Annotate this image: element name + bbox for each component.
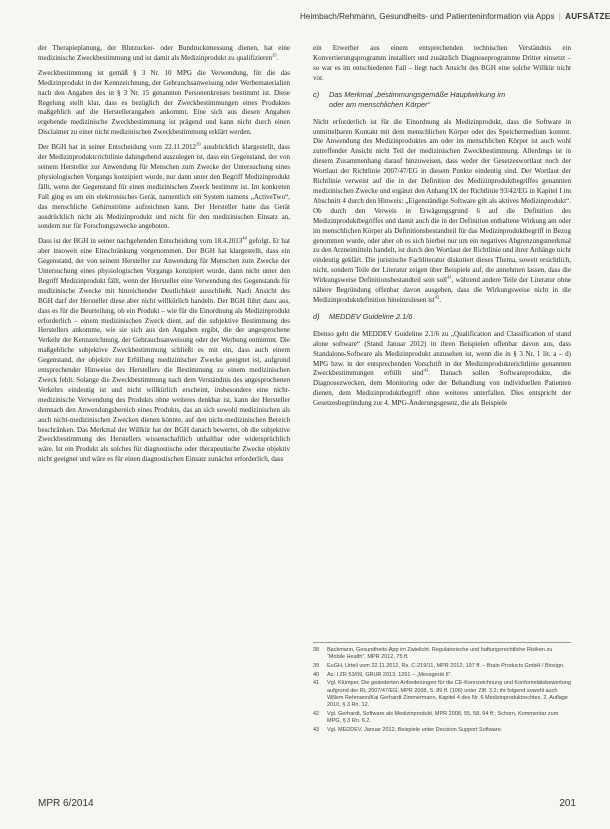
footnote-ref: 41 xyxy=(447,274,452,280)
paragraph: der Therapieplanung, der Blutzucker- oder Bundrucktmessung dienen, hat eine medizinische Zweckbestimmung und ist damit als Medizinprodukt zu qualifizieren$^{35}$. xyxy=(38,44,290,62)
running-header: Heimbach/Rehmann, Gesundheits- und Patienteninformation via Apps | AUFSÄTZE xyxy=(300,12,610,21)
right-column xyxy=(313,44,571,414)
paragraph: Der BGH hat in seiner Entscheidung vom 22.11.2012$^{39}$ ausdrücklich klargestellt, dass der Medizinproduktcrichtlinie dahingehend auszulegen ist, dass ein Gegenstand, der von seinem Hersteller zur Anwendung für Menschen zum Zwecke der Untersuchung eines physiologischen Vorgangs konzipiert wurde, nur dann unter den Begriff Medizinprodukt fällt, wenn der Gegenstand für einen medizinischen Zweck bestimmt ist. Im konkreten Fall ging es um ein elektronisches Gerät, namentlich ein System namens „ActiveTwo“, das menschliche Gehirnströme aufzeichnen kann. Der Hersteller hatte das Gerät ausdrücklich nicht als Medizinprodukt und nicht für den medizinischen Einsatz an, sondern nur für Forschungszwecke angeboten. xyxy=(38,141,290,231)
subheading-c xyxy=(313,90,571,110)
paragraph: Nicht erforderlich ist für die Einordnung als Medizinprodukt, dass die Software in unmittelbaren Kontakt mit dem menschlichen Körper oder des Speichermedium kommt. Die Anwendung des Medizinproduktes am oder im menschlichen Körper ist auch wohl zutreffender Ansicht nicht Teil der medizinischen Zweckbestimmung. Allerdings ist in diesem Zusammenhang darauf hinzuweisen, dass weder der Gesetzeswortlaut noch der Wortlaut der Richtlinie 2007/47/EG in diesem Punkte eindeutig sind. Der Wortlaut der Richtlinie verweist auf die in der Definition des Medizinproduktbegriffes genannten medizinischen Zwecke und ergänzt den Anhang IX der Richtlinie 93/42/EG in Kapitel I im Abschnitt 4 durch den Hinweis: „Eigenständige Software gilt als aktives Medizinprodukt“. Ob durch den Verweis in Erwägungsgrund 6 auf die Definition des Medizinproduktbegriffes und damit auch die in der Definition enthaltene Wirkung am oder im menschlichen Körper als Definitionsbestandteil für das Medizinproduktbegriff in Bezug genommen wurde, oder aber ob es sich hierbei nur um ein negatives Abgrenzungsmerkmal zu den Arzneimitteln handelt, ist durch den Wortlaut der Richtlinie und ihrer Anhänge nicht eindeutig geklärt. Die juristische Fachliteratur diskutiert dieses Thema, soweit ersichtlich, nicht, sondern Teile der Literatur zeigen über Beispiele auf, die annehmen lassen, dass die Wirkungsweise Definitionsbestandteil sein soll$^{41}$, während andere Teile der Literatur ohne nähere Begründung offenbar davon ausgehen, dass die Wirkungsweise nicht in die Medizinproduktdefinition hineinzulesen ist$^{42}$. xyxy=(313,117,572,304)
journal-issue: MPR 6/2014 xyxy=(38,798,94,809)
footnote xyxy=(313,672,571,679)
paragraph: Zweckbestimmung ist gemäß § 3 Nr. 10 MPG die Verwendung, für die das Medizinprodukt in der Kennzeichnung, der Gebrauchsanweisung oder Werbematerialien nach den Angaben des in § 3 Nr. 15 genannten Personenkreises bestimmt ist. Diese Regelung stellt klar, dass es bezüglich der Zweckbestimmungen eines Produktes maßgeblich auf die Herstellerangaben ankommt. Eine sich aus diesen Angaben ergebende medizinische Zweckbestimmung ist prägend und kann nicht durch einen Disclaimer zu einer nicht medizinischen Zweckbestimmung erklärt werden. xyxy=(38,68,290,137)
footnote-text: Az. I ZR 53/09, GRUR 2013, 1261 – „Messgerät II“. xyxy=(327,671,453,678)
header-section: AUFSÄTZE xyxy=(565,12,610,21)
header-authors: Heimbach/Rehmann xyxy=(300,12,375,21)
footnote-ref: 40 xyxy=(242,235,247,241)
footnote xyxy=(313,727,571,734)
footnote-text: Backmann, Gesundheits-App im Zwielicht. Regulatorische und haftungsrechtliche Risiken zu “Mobile Health”, MPR 2012, 75 ff. xyxy=(327,647,553,661)
footnote-number: 42 xyxy=(313,710,320,717)
footnote-number: 38 xyxy=(313,647,320,653)
page-number: 201 xyxy=(559,798,576,809)
subheading-number: c) xyxy=(313,89,320,99)
footnote-number: 43 xyxy=(313,726,320,733)
footnote-ref: 43 xyxy=(423,368,429,374)
footnote-text: Vgl. Gerhardt, Software als Medizinprodukt, MPR 2008, 55, 58, 94 ff.; Schorn, Kommentar zum MPG, § 3 Rn. 6.2. xyxy=(327,710,559,724)
footnote xyxy=(313,711,571,725)
footnote-ref: 35 xyxy=(272,52,277,58)
header-title: Gesundheits- und Patienteninformation via Apps xyxy=(379,12,555,21)
footnote xyxy=(313,647,571,661)
footnote-number: 40 xyxy=(313,671,320,678)
subheading-text: Das Merkmal „bestimmungsgemäße Hauptwirkung im xyxy=(329,89,506,99)
paragraph: Dass ist der BGH in seiner nachgehenden Entscheidung vom 18.4.2013$^{40}$ gefolgt. Er hat aber insoweit eine Einschränkung vorgenommen. Der BGH hat klargestellt, dass ein Gegenstand, der von seinem Hersteller zur Anwendung für Menschen zum Zwecke der Untersuchung eines physiologischen Vorgangs konzipiert wurde, dann nicht unter den Begriff Medizinprodukt fällt, wenn der Hersteller eine Verwendung des Gegenstands für medizinische Zwecke mit hinreichender Deutlichkeit ausschließt. Nach Ansicht des BGH darf der Hersteller diese aber nicht willkürlich handeln. Der BGH führt dazu aus, dass es für die Beurteilung, ob ein Produkt – wie für die Einordnung als Medizinprodukt erforderlich – einem medizinischen Zweck dient, auf die subjektive Bestimmung des Herstellers ankomme, wie sie sich aus den Angaben ergibt, die der angesprochene Verkehr der Kennzeichnung, der Gebrauchsanweisung oder der Werbung entnimmt. Die maßgebliche subjektive Zweckbestimmung schließt es mit ein, dass auch einem Gegenstand, der objektiv zur Erfüllung medizinischer Zwecke geeignet ist, aufgrund entsprechender Hinweise des Herstellers die Bestimmung zu einem medizinischen Zweck fehlt. Solange die Zweckbestimmung nach dem Verständnis des angesprochenen Verkehrs eindeutig ist und nicht willkürlich erscheint, insbesondere eine nicht-medizinische Verwendung des Produkts ohne weiteres denkbar ist, kann der Hersteller demnach den Anwendungsbereich eines Produkts, das an sich sowohl medizinischen als auch nicht-medizinischen Zwecken dienen könnte, auf den nicht-medizinischen Bereich beschränken. Das Merkmal der Willkür hat der BGH danach bewertet, ob die subjektive Zweckbestimmung des Herstellers wissenschaftlich unhaltbar oder widersprüchlich wäre. Ist ein Produkt als solches für diagnostische oder therapeutische Zwecke objektiv nicht geeignet und wäre es für einen diagnostischen Einsatz zunächst erforderlich, dass xyxy=(38,235,290,464)
subheading-text: oder am menschlichen Körper“ xyxy=(329,99,431,109)
paragraph: Ebenso geht die MEDDEV Guideline 2.1/6 zu „Qualification and Classification of stand alone software“ (Stand Januar 2012) in ihren Beispielen offenbar davon aus, dass Standalone-Software als Medizinprodukt anzusehen ist, wenn die in § 3 Nr. 1 lit. a – d) MPG bzw. in der entsprechenden Vorschrift in der Medizinprodukterichtlinie genannten Zweckbestimmungen erfüllt sind$^{43}$. Danach sollen Softwareprodukte, die Diagnosezwecken, dem Monitoring oder der Behandlung von individuellen Patienten dienen, dem Medizinproduktbegriff ohne weiteres unterfallen. Dies entspricht der Gesetzesbegründung zur 4. MPG-Änderungsgesetz, die als Beispiele xyxy=(313,329,571,408)
footnote-number: 41 xyxy=(313,680,320,687)
footnotes xyxy=(313,642,571,735)
footnote-ref: 39 xyxy=(196,141,201,147)
paragraph: ein Erwerber aus einem entsprechenden technischen Verständnis ein Konvertierungsprogramm installiert und zusätzlich Diagnoseprogramme Dritter einsetzt – so war es im entschiedenen Fall – liegt nach Ansicht des BGH eine solche Willkür nicht vor. xyxy=(313,44,571,82)
subheading-d xyxy=(313,312,571,322)
footnote-text: Vgl. Klümper, Die geänderten Anforderungen für die CE-Kennzeichnung und Konformitätsbewertung aufgrund der RL 2007/47/EG, MPR 2008, S. 89 ff. (106) unter Ziff. 3.2; ihr folgend sowohl auch Willem Rehmann/Kai Gerhardt Zimmermann, Kapitel 4 des Nr. 6 Medizinproduktrechtes, 2. Auflage 2010, § 3 Rn. 12. xyxy=(327,680,571,708)
header-separator: | xyxy=(558,12,561,21)
footnote-number: 39 xyxy=(313,662,320,669)
left-column xyxy=(38,44,290,470)
footnote-text: EuGH, Urteil vom 22.11.2012, Rs. C-219/11, MPR 2012, 197 ff. – Brain Products GmbH / Biosign. xyxy=(327,662,565,669)
subheading-text: MEDDEV Guideline 2.1/6 xyxy=(329,311,413,321)
subheading-number: d) xyxy=(313,311,320,321)
footnote xyxy=(313,680,571,709)
footnote-text: Vgl. MEDDEV, Januar 2012, Beispiele unter Decision Support Software. xyxy=(327,726,503,733)
footnote-ref: 42 xyxy=(434,294,440,300)
footnote xyxy=(313,663,571,670)
